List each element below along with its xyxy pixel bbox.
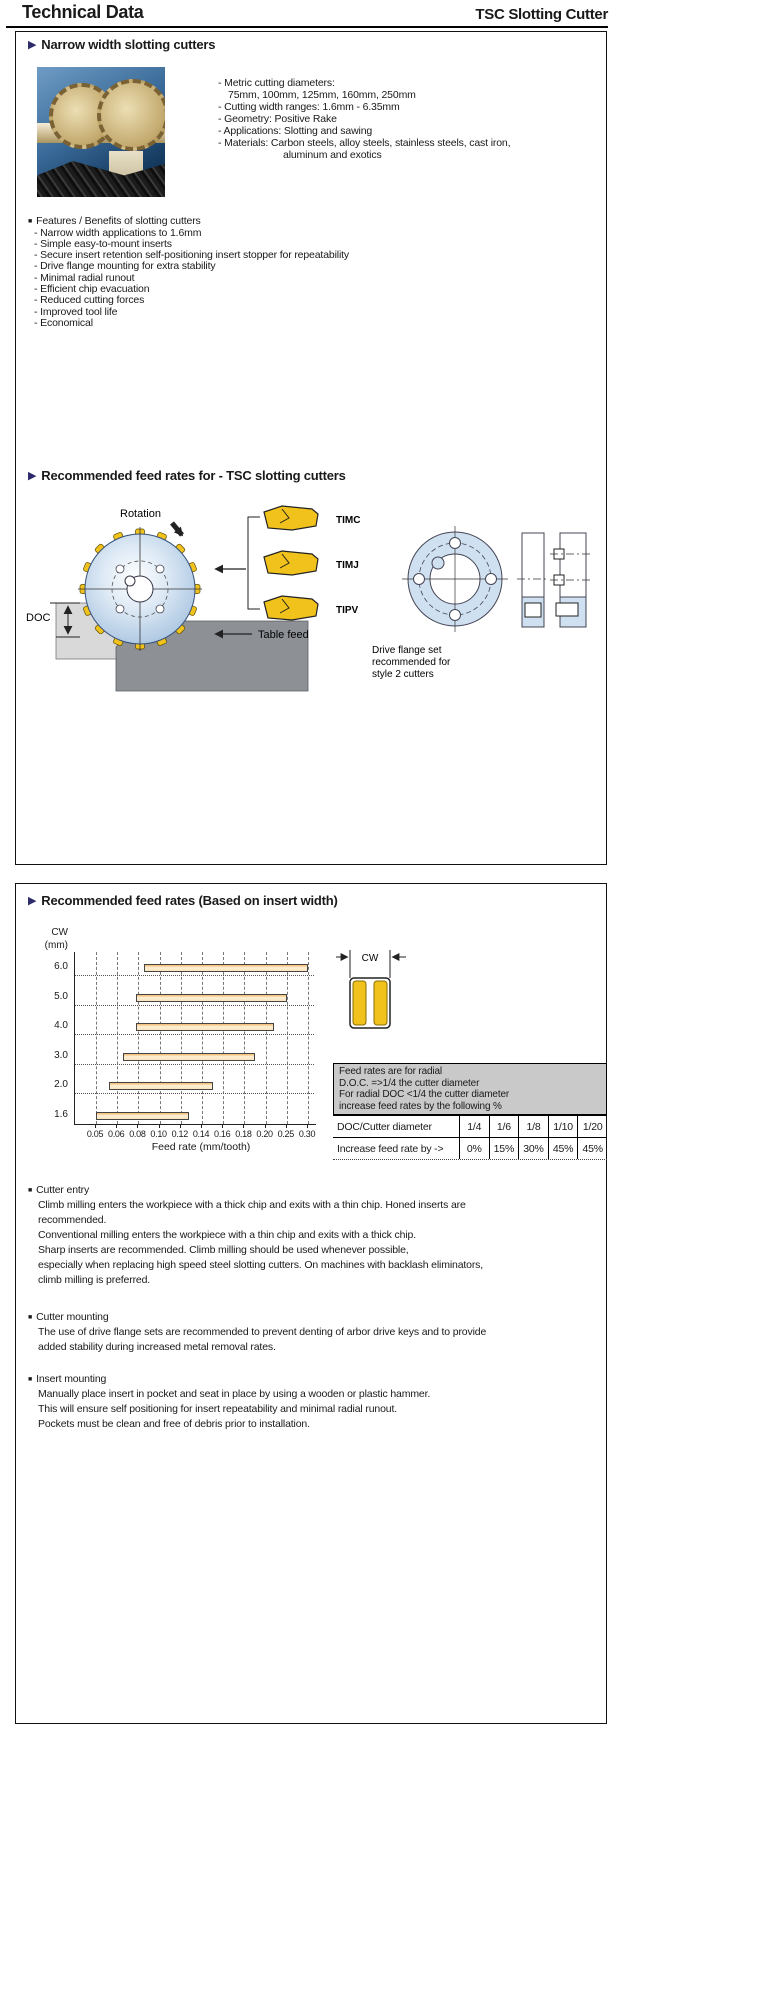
chart-gridline-x bbox=[287, 952, 288, 1124]
rotation-arrow-icon bbox=[172, 523, 182, 535]
square-bullet-icon: ■ bbox=[28, 1187, 33, 1194]
insert-drawing-timc bbox=[264, 506, 318, 530]
heading-narrow-width bbox=[28, 37, 215, 52]
chart-gridline-x bbox=[266, 952, 267, 1124]
cw-tick-label: 2.0 bbox=[54, 1079, 68, 1091]
table-cell: 1/6 bbox=[489, 1116, 519, 1137]
cw-tick-label: 1.6 bbox=[54, 1109, 68, 1120]
note-body bbox=[28, 1387, 603, 1432]
table-cell: 1/10 bbox=[548, 1116, 578, 1137]
heading-narrow-width-text: Narrow width slotting cutters bbox=[41, 37, 216, 52]
spec-line: - Materials: Carbon steels, alloy steels, stainless steels, cast iron, bbox=[218, 137, 511, 149]
feed-note-line: Feed rates are for radial bbox=[339, 1066, 442, 1077]
table-cell: 1/20 bbox=[577, 1116, 607, 1137]
note-text-line: The use of drive flange sets are recommended to prevent denting of arbor drive keys and to provide bbox=[38, 1326, 487, 1338]
feed-range-bar bbox=[144, 964, 308, 972]
x-tick-label: 0.06 bbox=[108, 1129, 125, 1139]
chart-gridline-x bbox=[244, 952, 245, 1124]
feed-rate-chart bbox=[74, 952, 316, 1125]
product-title: TSC Slotting Cutter bbox=[475, 6, 608, 23]
cw-tick-label: 5.0 bbox=[54, 990, 68, 1002]
photo-cutter-disc bbox=[97, 79, 165, 151]
chart-gridline-x bbox=[181, 952, 182, 1124]
note-cutter-entry bbox=[28, 1183, 603, 1288]
doc-label: DOC bbox=[26, 612, 51, 624]
note-text-line: recommended. bbox=[38, 1214, 107, 1226]
x-axis-tick bbox=[95, 1124, 96, 1128]
spec-line: aluminum and exotics bbox=[283, 149, 382, 161]
x-tick-label: 0.05 bbox=[86, 1129, 104, 1139]
note-title-text: Cutter mounting bbox=[36, 1311, 109, 1323]
drive-flange-front-view bbox=[402, 526, 508, 632]
x-tick-label: 0.08 bbox=[129, 1129, 146, 1139]
spec-line: - Geometry: Positive Rake bbox=[218, 113, 337, 125]
flange-bolt-hole bbox=[450, 538, 461, 549]
table-row-label: Increase feed rate by -> bbox=[337, 1142, 444, 1155]
feed-range-bar bbox=[123, 1053, 256, 1061]
x-tick-label: 0.30 bbox=[298, 1129, 316, 1139]
feature-item: - Minimal radial runout bbox=[34, 271, 135, 284]
cw-tick-label: 6.0 bbox=[54, 961, 68, 972]
note-title bbox=[28, 1183, 603, 1198]
square-bullet-icon: ■ bbox=[28, 1314, 33, 1321]
heading-feed-rates-insert-width-text: Recommended feed rates (Based on insert width) bbox=[41, 893, 338, 908]
chart-y-axis-unit: (mm) bbox=[44, 940, 68, 951]
flange-bolt-hole bbox=[450, 610, 461, 621]
chart-gridline-y bbox=[75, 1005, 314, 1006]
x-axis-tick bbox=[307, 1124, 308, 1128]
feature-item: - Improved tool life bbox=[34, 305, 118, 318]
cw-dim-label: CW bbox=[361, 953, 379, 964]
note-title-text: Cutter entry bbox=[36, 1184, 90, 1196]
chart-gridline-y bbox=[75, 1064, 314, 1065]
spec-line: - Cutting width ranges: 1.6mm - 6.35mm bbox=[218, 101, 400, 113]
note-title bbox=[28, 1372, 603, 1387]
note-text-line: Pockets must be clean and free of debris prior to installation. bbox=[38, 1418, 310, 1430]
chart-x-axis-title: Feed rate (mm/tooth) bbox=[151, 1141, 251, 1153]
table-cell: 0% bbox=[459, 1138, 489, 1159]
feed-diagram bbox=[20, 497, 610, 697]
x-axis-tick bbox=[116, 1124, 117, 1128]
page-title: Technical Data bbox=[22, 2, 144, 22]
x-axis-tick bbox=[159, 1124, 160, 1128]
chart-y-axis-title: CW bbox=[51, 927, 68, 938]
header-rule bbox=[6, 26, 608, 28]
feature-item: - Simple easy-to-mount inserts bbox=[34, 237, 172, 250]
section-arrow-icon: ▶ bbox=[28, 895, 37, 907]
feature-item: - Narrow width applications to 1.6mm bbox=[34, 226, 202, 239]
chart-gridline-y bbox=[75, 975, 314, 976]
note-text-line: This will ensure self positioning for insert repeatability and minimal radial runout. bbox=[38, 1403, 398, 1415]
insert-front-view-face bbox=[374, 981, 387, 1025]
table-header-row bbox=[333, 1116, 607, 1137]
x-axis-tick bbox=[222, 1124, 223, 1128]
chart-gridline-x bbox=[160, 952, 161, 1124]
table-row-label: DOC/Cutter diameter bbox=[337, 1120, 432, 1133]
section-arrow-icon: ▶ bbox=[28, 39, 37, 51]
note-title bbox=[28, 1310, 603, 1325]
insert-drawing-timj bbox=[264, 551, 318, 575]
insert-front-view-face bbox=[353, 981, 366, 1025]
note-text-line: especially when replacing high speed steel slotting cutters. On machines with backlash eliminators, bbox=[38, 1259, 484, 1271]
chart-gridline-x bbox=[308, 952, 309, 1124]
chart-gridline-x bbox=[117, 952, 118, 1124]
chart-gridline-x bbox=[96, 952, 97, 1124]
features-items bbox=[28, 228, 349, 330]
features-list bbox=[28, 216, 349, 329]
feed-rate-note-box bbox=[333, 1063, 607, 1115]
insert-label-tipv: TIPV bbox=[336, 605, 359, 616]
feature-item: - Efficient chip evacuation bbox=[34, 282, 150, 295]
cw-tick-label: 3.0 bbox=[54, 1049, 68, 1061]
chart-y-tick-labels bbox=[34, 952, 68, 1124]
x-tick-label: 0.12 bbox=[171, 1129, 188, 1139]
x-tick-label: 0.20 bbox=[256, 1129, 273, 1139]
heading-feed-rates-insert-width bbox=[28, 893, 338, 908]
features-title bbox=[28, 216, 349, 228]
x-tick-label: 0.10 bbox=[150, 1129, 167, 1139]
insert-drawing-tipv bbox=[264, 596, 318, 620]
chart-gridline-y bbox=[75, 1093, 314, 1094]
note-text-line: Climb milling enters the workpiece with a thick chip and exits with a thin chip. Honed inserts are bbox=[38, 1199, 466, 1211]
spec-list bbox=[218, 77, 510, 161]
flange-caption-line: Drive flange set bbox=[372, 645, 442, 656]
x-tick-label: 0.16 bbox=[214, 1129, 231, 1139]
chart-gridline-x bbox=[138, 952, 139, 1124]
x-tick-label: 0.25 bbox=[277, 1129, 294, 1139]
x-axis-tick bbox=[137, 1124, 138, 1128]
note-insert-mounting bbox=[28, 1372, 603, 1432]
flange-caption-line: recommended for bbox=[372, 657, 451, 668]
note-text-line: Conventional milling enters the workpiece with a thin chip and exits with a thick chip. bbox=[38, 1229, 416, 1241]
heading-feed-rates-text: Recommended feed rates for - TSC slotting cutters bbox=[41, 468, 346, 483]
note-text-line: Manually place insert in pocket and seat in place by using a wooden or plastic hammer. bbox=[38, 1388, 431, 1400]
feature-item: - Drive flange mounting for extra stability bbox=[34, 260, 216, 273]
cw-tick-label: 4.0 bbox=[54, 1020, 68, 1032]
insert-label-timc: TIMC bbox=[336, 515, 361, 526]
table-cell: 45% bbox=[548, 1138, 578, 1159]
cw-insert-width-graphic bbox=[335, 948, 407, 1044]
feature-item: - Economical bbox=[34, 316, 93, 329]
note-text-line: added stability during increased metal removal rates. bbox=[38, 1341, 276, 1353]
table-cell: 30% bbox=[518, 1138, 548, 1159]
table-cell: 1/4 bbox=[459, 1116, 489, 1137]
table-value-row bbox=[333, 1137, 607, 1159]
square-bullet-icon: ■ bbox=[28, 218, 33, 225]
x-axis-tick bbox=[243, 1124, 244, 1128]
table-feed-label: Table feed bbox=[258, 629, 309, 641]
feed-range-bar bbox=[136, 994, 287, 1002]
x-axis-tick bbox=[180, 1124, 181, 1128]
feature-item: - Reduced cutting forces bbox=[34, 294, 145, 307]
x-axis-tick bbox=[201, 1124, 202, 1128]
insert-bracket bbox=[248, 517, 260, 609]
note-cutter-mounting bbox=[28, 1310, 603, 1355]
x-tick-label: 0.14 bbox=[192, 1129, 210, 1139]
feed-note-line: D.O.C. =>1/4 the cutter diameter bbox=[339, 1077, 480, 1089]
note-text-line: Sharp inserts are recommended. Climb milling should be used whenever possible, bbox=[38, 1244, 409, 1256]
note-body bbox=[28, 1198, 603, 1288]
spec-line: 75mm, 100mm, 125mm, 160mm, 250mm bbox=[228, 89, 416, 101]
feed-note-line: increase feed rates by the following % bbox=[339, 1100, 502, 1112]
table-cell: 15% bbox=[489, 1138, 519, 1159]
slotting-cutter-photo bbox=[37, 67, 165, 197]
spec-line: - Applications: Slotting and sawing bbox=[218, 125, 373, 137]
flange-bolt-hole bbox=[486, 574, 497, 585]
feed-note-line: For radial DOC <1/4 the cutter diameter bbox=[339, 1089, 510, 1101]
rotation-label: Rotation bbox=[120, 508, 161, 520]
note-body bbox=[28, 1325, 603, 1355]
square-bullet-icon: ■ bbox=[28, 1376, 33, 1383]
drive-flange-side-views bbox=[517, 533, 592, 627]
heading-feed-rates bbox=[28, 468, 346, 483]
features-title-text: Features / Benefits of slotting cutters bbox=[36, 215, 201, 227]
x-axis-tick bbox=[265, 1124, 266, 1128]
feature-item: - Secure insert retention self-positioning insert stopper for repeatability bbox=[34, 249, 349, 262]
table-cell: 45% bbox=[577, 1138, 607, 1159]
note-text-line: climb milling is preferred. bbox=[38, 1274, 151, 1286]
chart-gridline-x bbox=[223, 952, 224, 1124]
spec-line: - Metric cutting diameters: bbox=[218, 77, 335, 89]
photo-chips bbox=[37, 161, 165, 197]
flange-caption-line: style 2 cutters bbox=[372, 669, 434, 680]
chart-gridline-y bbox=[75, 1034, 314, 1035]
note-title-text: Insert mounting bbox=[36, 1373, 107, 1385]
chart-gridline-x bbox=[202, 952, 203, 1124]
insert-label-timj: TIMJ bbox=[336, 560, 359, 571]
x-tick-label: 0.18 bbox=[235, 1129, 252, 1139]
feed-range-bar bbox=[96, 1112, 189, 1120]
feed-range-bar bbox=[109, 1082, 213, 1090]
x-axis-tick bbox=[286, 1124, 287, 1128]
feed-range-bar bbox=[136, 1023, 274, 1031]
flange-bolt-hole bbox=[414, 574, 425, 585]
section-arrow-icon: ▶ bbox=[28, 470, 37, 482]
table-cell: 1/8 bbox=[518, 1116, 548, 1137]
doc-increase-table bbox=[333, 1115, 607, 1160]
